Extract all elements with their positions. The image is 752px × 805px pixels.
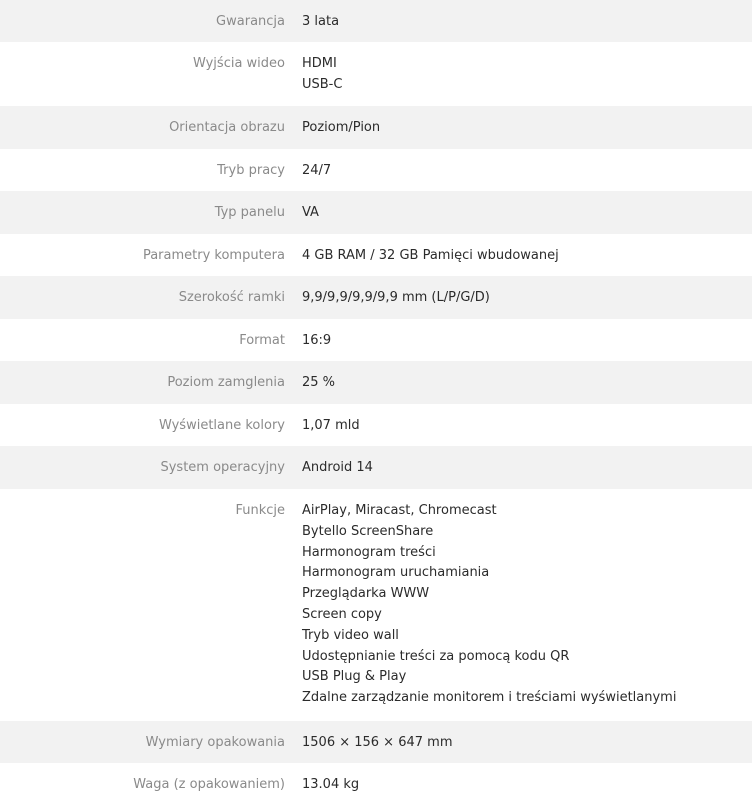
spec-label: Szerokość ramki xyxy=(178,290,285,305)
spec-row-wyjscia-wideo xyxy=(0,42,752,106)
spec-value: Poziom/Pion xyxy=(302,120,381,135)
spec-value: 25 % xyxy=(302,375,336,390)
spec-values xyxy=(287,458,373,479)
spec-label: Wymiary opakowania xyxy=(145,735,285,750)
spec-label: Typ panelu xyxy=(214,205,285,220)
spec-label: Wyjścia wideo xyxy=(192,56,285,71)
spec-value: 9,9/9,9/9,9/9,9 mm (L/P/G/D) xyxy=(302,290,490,305)
spec-values xyxy=(287,501,676,709)
spec-row-parametry-komputera xyxy=(0,234,752,276)
spec-label: Tryb pracy xyxy=(217,163,285,178)
spec-value: Zdalne zarządzanie monitorem i treściami wyświetlanymi xyxy=(302,690,677,706)
spec-values xyxy=(287,331,331,352)
spec-label: Format xyxy=(239,333,285,348)
spec-row-system-operacyjny xyxy=(0,446,752,489)
spec-value: USB-C xyxy=(302,76,343,92)
spec-row-wyswietlane-kolory xyxy=(0,404,752,446)
spec-value: AirPlay, Miracast, Chromecast xyxy=(302,503,497,518)
spec-values xyxy=(287,12,339,33)
spec-row-tryb-pracy xyxy=(0,149,752,191)
spec-row-orientacja-obrazu xyxy=(0,106,752,149)
spec-label: Poziom zamglenia xyxy=(167,375,285,390)
spec-value: 13.04 kg xyxy=(302,777,360,792)
spec-values xyxy=(287,246,559,267)
spec-label: Funkcje xyxy=(235,503,285,518)
spec-values xyxy=(287,288,490,309)
spec-value: Screen copy xyxy=(302,606,382,622)
spec-values xyxy=(287,733,452,754)
spec-values xyxy=(287,118,380,139)
spec-value: 1,07 mld xyxy=(302,418,360,433)
spec-value: Harmonogram treści xyxy=(302,544,436,560)
spec-label: Orientacja obrazu xyxy=(169,120,285,135)
spec-label: Wyświetlane kolory xyxy=(158,418,285,433)
spec-label: Waga (z opakowaniem) xyxy=(133,777,285,792)
spec-value: VA xyxy=(302,205,319,220)
spec-row-typ-panelu xyxy=(0,191,752,234)
spec-row-waga xyxy=(0,763,752,805)
spec-row-wymiary-opakowania xyxy=(0,721,752,763)
spec-value: Przeglądarka WWW xyxy=(302,586,430,602)
spec-label: Gwarancja xyxy=(216,14,285,29)
spec-values xyxy=(287,161,331,182)
spec-values xyxy=(287,373,335,394)
spec-values xyxy=(287,775,359,796)
spec-row-format xyxy=(0,319,752,361)
spec-values xyxy=(287,416,360,437)
spec-row-gwarancja xyxy=(0,0,752,42)
spec-value: 3 lata xyxy=(302,14,340,29)
spec-values xyxy=(287,54,342,96)
spec-row-szerokosc-ramki xyxy=(0,276,752,319)
spec-values xyxy=(287,203,319,224)
spec-value: Udostępnianie treści za pomocą kodu QR xyxy=(302,648,570,664)
spec-value: Tryb video wall xyxy=(302,627,399,643)
spec-row-funkcje xyxy=(0,489,752,721)
spec-value: Harmonogram uruchamiania xyxy=(302,565,490,581)
spec-value: 4 GB RAM / 32 GB Pamięci wbudowanej xyxy=(302,248,559,263)
spec-label: System operacyjny xyxy=(160,460,285,475)
spec-value: 24/7 xyxy=(302,163,332,178)
spec-value: Bytello ScreenShare xyxy=(302,523,434,539)
spec-label: Parametry komputera xyxy=(142,248,285,263)
spec-row-poziom-zamglenia xyxy=(0,361,752,404)
spec-value: HDMI xyxy=(302,56,337,71)
spec-value: Android 14 xyxy=(302,460,373,475)
spec-value: 16:9 xyxy=(302,333,332,348)
spec-value: USB Plug & Play xyxy=(302,669,407,685)
spec-value: 1506 × 156 × 647 mm xyxy=(302,735,453,750)
